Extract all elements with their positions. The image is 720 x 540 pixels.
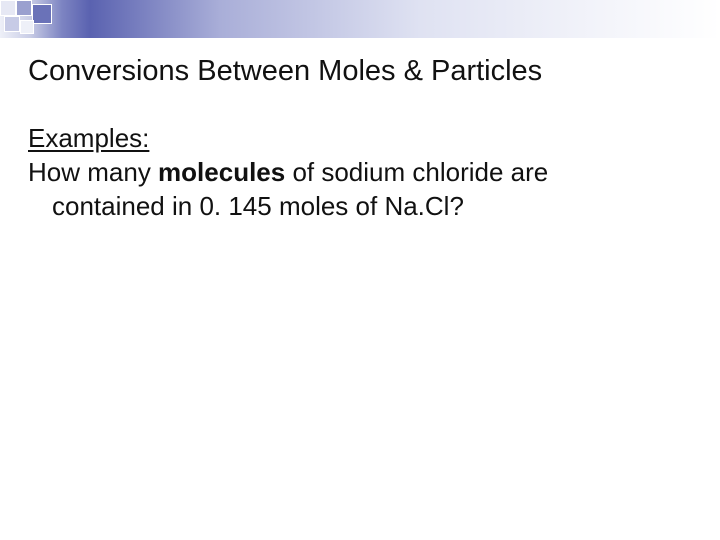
slide-body (28, 121, 698, 223)
slide-title: Conversions Between Moles & Particles (28, 55, 543, 87)
question-line-2: contained in 0. 145 moles of Na.Cl? (52, 191, 464, 221)
question-emphasis: molecules (158, 157, 286, 187)
question-line-1 (28, 155, 698, 189)
examples-label: Examples: (28, 123, 150, 153)
question-text: of sodium chloride are (285, 157, 549, 187)
decorative-square (20, 20, 34, 34)
header-banner (0, 0, 720, 38)
decorative-square (32, 4, 52, 24)
decorative-square (4, 16, 20, 32)
decorative-square (0, 0, 16, 16)
decorative-square (16, 0, 32, 16)
question-text: How many (28, 157, 159, 187)
